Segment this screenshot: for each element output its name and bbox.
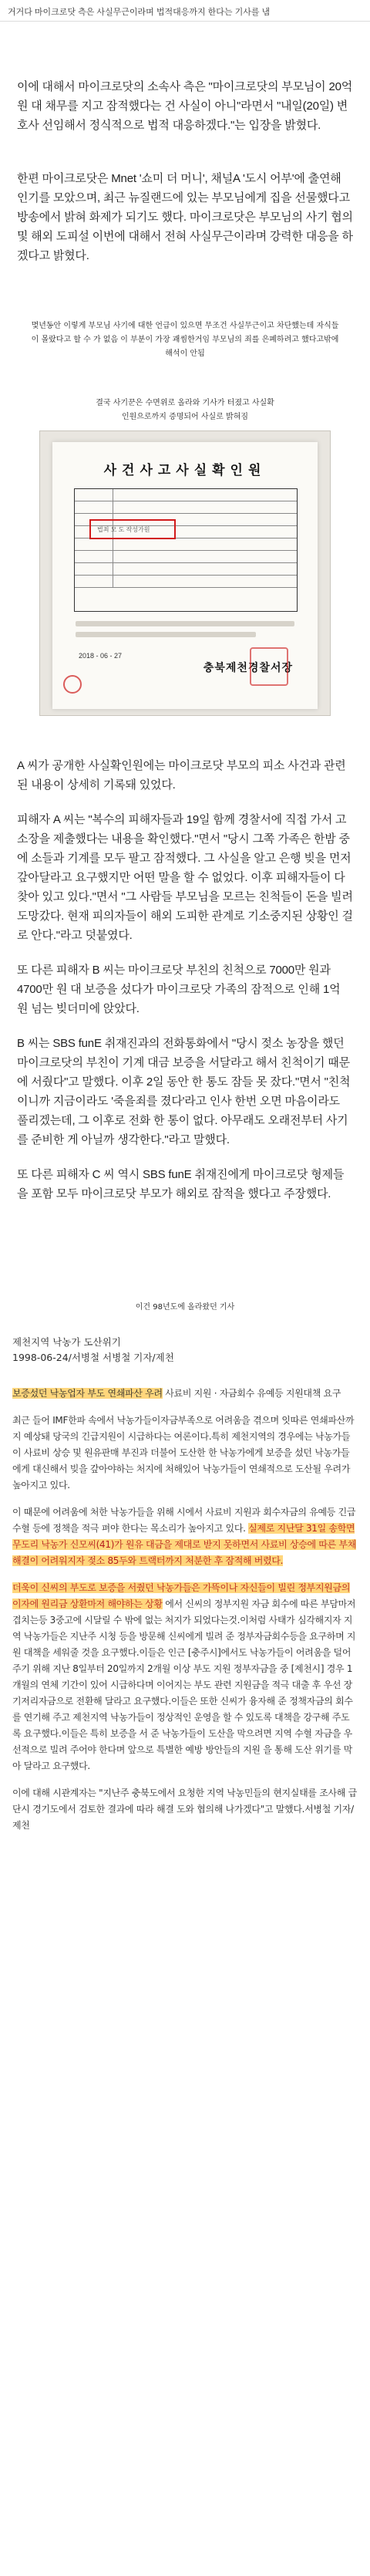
table-row	[75, 563, 297, 576]
certificate-station: 충북제천경찰서장	[203, 661, 293, 674]
table-row	[75, 489, 297, 501]
highlighted-text: 더욱이 신씨의 부도로 보증을 서줬던 낙농가들은 가뜩이나 자신들이 빌린 정부지원금의 이자에 원리금 상환마저 해야하는 상황	[12, 1582, 351, 1609]
caption-1998-article: 이건 98년도에 올라왔던 기사	[135, 1303, 235, 1312]
highlighted-text: 실제로 지난달 31일 송학면 무도리 낙농가 신모씨(41)가 원유 대금을 제대로 받지 못하면서 사료비 상승에 따른 부채해결이 어려워지자 젖소 85두와 트랙터까지 처분한 후 잠적해 버렸다.	[12, 1523, 357, 1566]
round-stamp-icon	[63, 675, 82, 694]
news-paragraph: 이에 대해 시관계자는 "지난주 충북도에서 요청한 지역 낙농민들의 현지실태를 조사해 급단시 경기도에서 검토한 결과에 따라 해결 도와 협의해 나가겠다"고 말했다.서병철 기자/제천	[12, 1788, 357, 1831]
newspaper-article	[5, 1335, 365, 1834]
news-paragraph	[12, 1580, 358, 1774]
news-byline: 1998-06-24/서병철 서병철 기자/제천	[12, 1352, 174, 1363]
caption-concealment: 몇년동안 이렇게 부모님 사기에 대한 언급이 있으면 무조건 사실무근이고 차단했는데 자식들이 몰랐다고 할 수 가 없음 이 부분이 가장 괘씸한거임 부모님의 죄를 은폐하려고 했다고밖에 해석이 안됨	[31, 322, 339, 358]
table-row	[75, 538, 297, 551]
paragraph-victim-b: 또 다른 피해자 B 씨는 마이크로닷 부친의 친척으로 7000만 원과 4700만 원 대 보증을 섰다가 마이크로닷 가족의 잠적으로 인해 1억 원 넘는 빚더미에 앉았다.	[17, 964, 341, 1015]
news-text: 에서 신씨의 정부지원 자금 회수에 따른 부담마저 겹치는등 3중고에 시달릴 수 밖에 없는 처지가 되었다는것.이처럼 사태가 심각해지자 지역 낙농가들은 지난주 시청 등을 방문해 신씨에게 빌려 준 정부자금회수등을 요구하며 지원 대책을 세워줄 것을 요구했다.이들은 인근 [충주시]에서도 낙농가들이 어려움을 덜어주기 위해 지난 8일부터 20일까지 2개월 이상 부도 지원 정부자금을 중 [제천시] 경우 1개월의 연체 기간이 있어 시급하다며 이어지는 부도 관련 지원금을 적극 대출 후 우선 장기저리자금으로 전환해 달라고 요구했다.이들은 또한 신씨가 융자해 준 정책자금의 회수를 연기해 주고 제천지역 낙농가들이 정상적인 운영을 할 수 있도록 대책을 강구해 주도록 요구했다.이들은 특히 보증을 서 준 낙농가들이 도산을 막으려면 지역 수혈 자금을 우선적으로 빌려 주어야 한다며 앞으로 특별한 예방 방안들의 지원 을 통해 도산 위기를 막아 달라고 요구했다.	[12, 1599, 356, 1771]
official-seal-icon	[250, 647, 288, 686]
news-text: 사료비 지원 · 자금회수 유예등 지원대책 요구	[165, 1388, 341, 1399]
table-row	[75, 501, 297, 514]
post-body	[0, 77, 370, 265]
highlighted-text: 보증섰던 낙농업자 부도 연쇄파산 우려	[12, 1388, 163, 1399]
news-heading: 제천지역 낙농가 도산위기	[12, 1336, 121, 1348]
certificate-date: 2018 - 06 - 27	[79, 652, 123, 660]
certificate-title: 사건사고사실확인원	[103, 463, 267, 478]
fact-certificate-photo	[39, 430, 331, 716]
paragraph-victim-a: 피해자 A 씨는 "복수의 피해자들과 19일 함께 경찰서에 직접 가서 고소장을 제출했다는 내용을 확인했다."면서 "당시 그쪽 가족은 한밤 중에 소들과 기계를 모두 팔고 잠적했다. 그 사실을 알고 은행 빚을 먼저 갚아달라고 요구했지만 어떤 말을 할 수 없었다. 이후 피해자들이 다 찾아 있고 있다."면서 "그 사람들 부모님을 모르는 친척들이 돈을 빌려 도망갔다. 현재 피의자들이 해외 도피한 관계로 기소중지된 상황인 걸로 안다."라고 덧붙였다.	[17, 813, 353, 942]
paragraph-agency-response: 이에 대해서 마이크로닷의 소속사 측은 "마이크로닷의 부모님이 20억 원 대 채무를 지고 잠적했다는 건 사실이 아니"라면서 "내일(20일) 변호사 선임해서 정식적으로 법적 대응하겠다."는 입장을 밝혔다.	[17, 80, 353, 132]
news-paragraph: 최근 들어 IMF한파 속에서 낙농가들이자금부족으로 어려움을 겪으며 잇따른 연쇄파산까지 예상돼 당국의 긴급지원이 시급하다는 여론이다.특히 제천지역의 경우에는 낙농가들이 사료비 상승 및 원유판매 부진과 더불어 도산한 한 낙농가에게 보증을 섰던 낙농가들에게 대신해서 빚을 갚아야하는 처지에 처해있어 낙농가들이 연쇄적으로 도산될 우려가 높아지고 있다.	[12, 1415, 355, 1491]
topbar	[0, 0, 370, 22]
news-text: 이 때문에 어려움에 처한 낙농가들을 위해 시에서 사료비 지원과 회수자금의 유예등 긴급 수혈 등에 정책을 적극 펴야 한다는 목소리가 높아지고 있다.	[12, 1507, 356, 1534]
certificate-table	[74, 488, 298, 612]
post-body-2	[0, 756, 370, 1204]
table-row	[75, 576, 297, 588]
paragraph-certificate: A 씨가 공개한 사실확인원에는 마이크로닷 부모의 피소 사건과 관련된 내용이 상세히 기록돼 있었다.	[17, 759, 346, 792]
paragraph-victim-b-call: B 씨는 SBS funE 취재진과의 전화통화에서 "당시 젖소 농장을 했던 마이크로닷의 부친이 기계 대금 보증을 서달라고 해서 친척이기 때문에 서줬다"고 말했다. 이후 2일 동안 한 통도 잠들 못 잤다."면서 "친척이니까 지금이라도 '죽을죄를 졌다'라고 인사 한번 오면 마음이라도 풀리겠는데, 그 이후로 전화 한 통이 없다. 아무래도 오래전부터 사기를 준비한 게 아닐까 생각한다."라고 말했다.	[17, 1037, 351, 1146]
paragraph-victim-c: 또 다른 피해자 C 씨 역시 SBS funE 취재진에게 마이크로닷 형제들을 포함 모두 마이크로닷 부모가 해외로 잠적을 했다고 주장했다.	[17, 1168, 345, 1200]
topbar-text: 거거다 마이크로닷 측은 사실무근이라며 법적대응까지 한다는 기사를 냄	[8, 8, 271, 17]
paragraph-background: 한편 마이크로닷은 Mnet '쇼미 더 머니', 채널A '도시 어부'에 출연해 인기를 모았으며, 최근 뉴질랜드에 있는 부모님에게 집을 선물했다고 방송에서 밝혀 화제가 되기도 했다. 마이크로닷은 부모님의 사기 협의 및 해외 도피설 이번에 대해서 전혀 사실무근이라며 강력한 대응을 하겠다고 밝혔다.	[17, 172, 353, 262]
text-line	[76, 621, 294, 626]
table-row	[75, 551, 297, 563]
news-paragraph	[12, 1504, 358, 1569]
certificate-paper	[52, 442, 318, 709]
caption-confirmation: 결국 사기꾼은 수면위로 올라와 기사가 터졌고 사실확인원으로까지 증명되어 사실로 밝혀짐	[96, 399, 274, 421]
text-line	[76, 632, 256, 637]
certificate-crime-text: 법죄 모 도 작성가원	[97, 526, 150, 533]
news-paragraph	[12, 1386, 358, 1402]
